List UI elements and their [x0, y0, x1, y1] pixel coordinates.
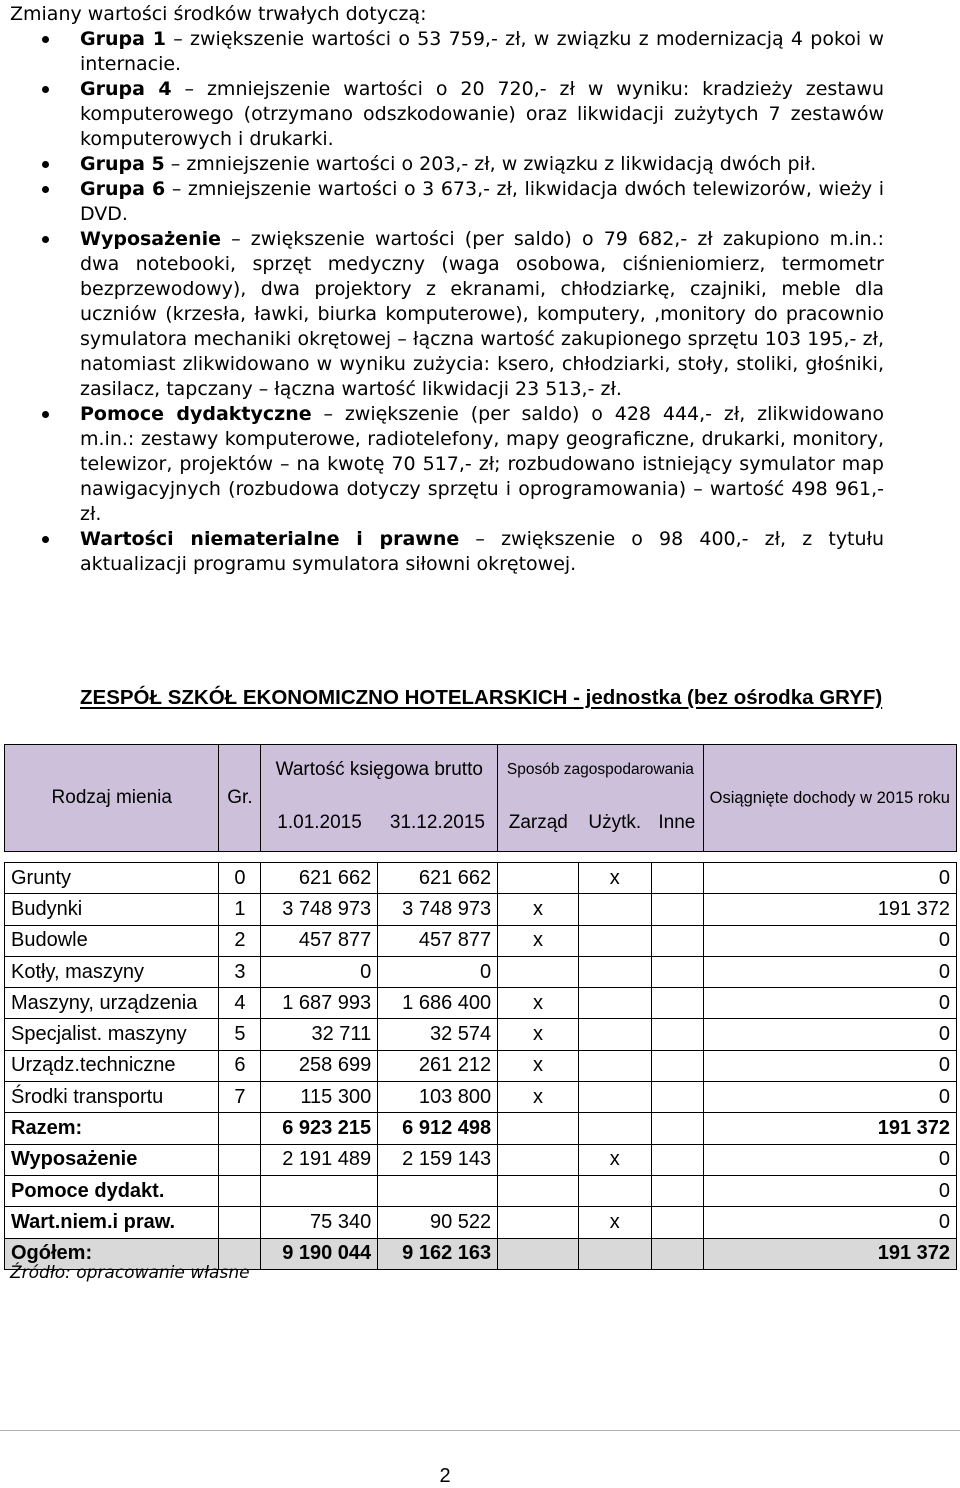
cell-wartosc-start: 621 662	[261, 863, 378, 894]
cell-wartosc-start	[261, 1175, 378, 1206]
header-spacer	[5, 852, 957, 863]
cell-gr: 2	[219, 925, 261, 956]
list-item	[0, 227, 960, 402]
cell-dochody: 0	[703, 1050, 956, 1081]
changes-list	[0, 27, 960, 577]
list-item-text: – zmniejszenie wartości o 20 720,- zł w wyniku: kradzieży zestawu komputerowego (otrzymano odszkodowanie) oraz likwidacji zużytych 7 zestawów komputerowych i drukarki.	[80, 78, 884, 150]
cell-inne	[651, 1082, 703, 1113]
cell-inne	[651, 1175, 703, 1206]
cell-uzytk	[578, 956, 651, 987]
cell-inne	[651, 1019, 703, 1050]
cell-rodzaj: Ogółem:	[5, 1238, 219, 1269]
cell-inne	[651, 1144, 703, 1175]
cell-gr: 0	[219, 863, 261, 894]
table-row	[5, 1082, 957, 1113]
cell-uzytk	[578, 1082, 651, 1113]
table-row	[5, 956, 957, 987]
list-item-text: – zwiększenie wartości (per saldo) o 79 682,- zł zakupiono m.in.: dwa notebooki, sprzęt medyczny (waga osobowa, ciśnieniomierz, termometr bezprzewodowy), dwa projektory z ekranami, chłodziarkę, czajniki, meble dla uczniów (krzesła, ławki, biurka komputerowe), komputery, ,monitory do pracownio symulatora mechaniki okrętowej – łączna wartość zakupionego sprzętu 103 195,- zł, natomiast zlikwidowano w wyniku zużycia: ksero, chłodziarki, stoły, stoliki, głośniki, zasilacz, tapczany – łączna wartość likwidacji 23 513,- zł.	[80, 228, 884, 400]
cell-wartosc-start: 115 300	[261, 1082, 378, 1113]
cell-rodzaj: Razem:	[5, 1113, 219, 1144]
cell-zarzad	[498, 956, 579, 987]
list-item-heading: Grupa 4	[80, 78, 172, 100]
cell-rodzaj: Grunty	[5, 863, 219, 894]
cell-dochody: 191 372	[703, 894, 956, 925]
list-item-heading: Wartości niematerialne i prawne	[80, 528, 460, 550]
cell-inne	[651, 863, 703, 894]
cell-uzytk	[578, 894, 651, 925]
footer-divider	[0, 1430, 960, 1431]
header-rodzaj-mienia: Rodzaj mienia	[5, 745, 219, 852]
cell-dochody: 0	[703, 1207, 956, 1238]
cell-rodzaj: Pomoce dydakt.	[5, 1175, 219, 1206]
cell-gr: 4	[219, 988, 261, 1019]
page-number: 2	[439, 1465, 451, 1487]
table-row	[5, 1144, 957, 1175]
cell-uzytk	[578, 1113, 651, 1144]
cell-wartosc-end: 457 877	[378, 925, 498, 956]
cell-rodzaj: Maszyny, urządzenia	[5, 988, 219, 1019]
list-item	[0, 77, 960, 152]
cell-wartosc-end: 90 522	[378, 1207, 498, 1238]
cell-gr: 1	[219, 894, 261, 925]
table-row	[5, 1175, 957, 1206]
cell-dochody: 191 372	[703, 1113, 956, 1144]
table-row	[5, 863, 957, 894]
cell-wartosc-start: 9 190 044	[261, 1238, 378, 1269]
cell-zarzad	[498, 1113, 579, 1144]
list-item	[0, 527, 960, 577]
cell-zarzad	[498, 863, 579, 894]
source-note: Źródło: opracowanie własne	[10, 1263, 250, 1283]
cell-wartosc-end: 621 662	[378, 863, 498, 894]
cell-wartosc-end: 103 800	[378, 1082, 498, 1113]
cell-inne	[651, 1050, 703, 1081]
cell-zarzad	[498, 1175, 579, 1206]
cell-inne	[651, 925, 703, 956]
table-row	[5, 925, 957, 956]
header-gr: Gr.	[219, 745, 261, 852]
cell-rodzaj: Wart.niem.i praw.	[5, 1207, 219, 1238]
cell-wartosc-start: 457 877	[261, 925, 378, 956]
cell-zarzad: x	[498, 925, 579, 956]
cell-inne	[651, 1238, 703, 1269]
cell-rodzaj: Środki transportu	[5, 1082, 219, 1113]
list-item	[0, 402, 960, 527]
cell-zarzad	[498, 1144, 579, 1175]
list-item-text: – zwiększenie (per saldo) o 428 444,- zł, zlikwidowano m.in.: zestawy komputerowe, radiotelefony, mapy geograficzne, drukarki, monitory, telewizor, projektów – na kwotę 70 517,- zł; rozbudowano istniejący symulator map nawigacyjnych (rozbudowa dotyczy sprzętu i oprogramowania) – wartość 498 961,- zł.	[80, 403, 884, 525]
cell-rodzaj: Kotły, maszyny	[5, 956, 219, 987]
list-item-heading: Grupa 1	[80, 28, 166, 50]
cell-wartosc-end: 6 912 498	[378, 1113, 498, 1144]
section-title: ZESPÓŁ SZKÓŁ EKONOMICZNO HOTELARSKICH - jednostka (bez ośrodka GRYF)	[80, 686, 883, 709]
cell-inne	[651, 988, 703, 1019]
cell-wartosc-start: 32 711	[261, 1019, 378, 1050]
cell-dochody: 0	[703, 925, 956, 956]
cell-wartosc-end	[378, 1175, 498, 1206]
table-row	[5, 988, 957, 1019]
cell-dochody: 0	[703, 1019, 956, 1050]
cell-gr	[219, 1144, 261, 1175]
list-item-heading: Grupa 6	[80, 178, 166, 200]
cell-inne	[651, 956, 703, 987]
header-date-start: 1.01.2015	[261, 795, 378, 852]
table-row	[5, 1113, 957, 1144]
cell-dochody: 0	[703, 1175, 956, 1206]
cell-uzytk: x	[578, 863, 651, 894]
cell-uzytk	[578, 1050, 651, 1081]
cell-wartosc-start: 75 340	[261, 1207, 378, 1238]
cell-wartosc-end: 261 212	[378, 1050, 498, 1081]
cell-wartosc-end: 2 159 143	[378, 1144, 498, 1175]
cell-uzytk: x	[578, 1207, 651, 1238]
intro-text: Zmiany wartości środków trwałych dotyczą:	[10, 3, 427, 25]
table-row	[5, 894, 957, 925]
cell-dochody: 0	[703, 988, 956, 1019]
cell-uzytk	[578, 1019, 651, 1050]
list-item-text: – zwiększenie o 98 400,- zł, z tytułu aktualizacji programu symulatora siłowni okrętowej.	[80, 528, 884, 575]
cell-rodzaj: Budowle	[5, 925, 219, 956]
cell-inne	[651, 1113, 703, 1144]
cell-inne	[651, 894, 703, 925]
cell-gr	[219, 1175, 261, 1206]
header-date-end: 31.12.2015	[378, 795, 498, 852]
list-item	[0, 177, 960, 227]
cell-wartosc-start: 3 748 973	[261, 894, 378, 925]
assets-table	[4, 744, 957, 1270]
cell-zarzad: x	[498, 988, 579, 1019]
list-item-text: – zwiększenie wartości o 53 759,- zł, w związku z modernizacją 4 pokoi w internacie.	[80, 28, 885, 75]
header-inne: Inne	[651, 795, 703, 852]
cell-dochody: 191 372	[703, 1238, 956, 1269]
cell-wartosc-end: 3 748 973	[378, 894, 498, 925]
cell-uzytk: x	[578, 1144, 651, 1175]
table-row	[5, 1050, 957, 1081]
list-item-heading: Wyposażenie	[80, 228, 221, 250]
cell-wartosc-start: 2 191 489	[261, 1144, 378, 1175]
cell-uzytk	[578, 1175, 651, 1206]
cell-gr: 5	[219, 1019, 261, 1050]
cell-zarzad: x	[498, 1082, 579, 1113]
cell-dochody: 0	[703, 1082, 956, 1113]
cell-uzytk	[578, 988, 651, 1019]
cell-gr	[219, 1113, 261, 1144]
list-item-heading: Pomoce dydaktyczne	[80, 403, 312, 425]
header-zarzad: Zarząd	[498, 795, 579, 852]
cell-wartosc-end: 9 162 163	[378, 1238, 498, 1269]
table-body	[5, 863, 957, 1270]
cell-rodzaj: Urządz.techniczne	[5, 1050, 219, 1081]
header-uzytk: Użytk.	[578, 795, 651, 852]
cell-gr	[219, 1207, 261, 1238]
cell-uzytk	[578, 925, 651, 956]
cell-uzytk	[578, 1238, 651, 1269]
header-osiagniete-dochody: Osiągnięte dochody w 2015 roku	[703, 745, 956, 852]
list-item	[0, 152, 960, 177]
cell-wartosc-start: 0	[261, 956, 378, 987]
list-item-text: – zmniejszenie wartości o 203,- zł, w związku z likwidacją dwóch pił.	[164, 153, 817, 175]
list-item-heading: Grupa 5	[80, 153, 165, 175]
cell-zarzad: x	[498, 1050, 579, 1081]
cell-rodzaj: Specjalist. maszyny	[5, 1019, 219, 1050]
cell-dochody: 0	[703, 956, 956, 987]
cell-wartosc-start: 6 923 215	[261, 1113, 378, 1144]
cell-wartosc-end: 0	[378, 956, 498, 987]
cell-rodzaj: Budynki	[5, 894, 219, 925]
table-header	[5, 745, 957, 863]
list-item-text: – zmniejszenie wartości o 3 673,- zł, likwidacja dwóch telewizorów, wieży i DVD.	[80, 178, 884, 225]
cell-dochody: 0	[703, 1144, 956, 1175]
cell-zarzad: x	[498, 894, 579, 925]
table-row	[5, 1019, 957, 1050]
header-sposob-zagospodarowania: Sposób zagospodarowania	[498, 745, 703, 795]
cell-wartosc-end: 1 686 400	[378, 988, 498, 1019]
cell-wartosc-start: 1 687 993	[261, 988, 378, 1019]
header-wartosc-ksiegowa: Wartość księgowa brutto	[261, 745, 498, 795]
table-row	[5, 1207, 957, 1238]
cell-gr: 3	[219, 956, 261, 987]
cell-gr: 6	[219, 1050, 261, 1081]
cell-wartosc-start: 258 699	[261, 1050, 378, 1081]
list-item	[0, 27, 960, 77]
cell-inne	[651, 1207, 703, 1238]
cell-zarzad: x	[498, 1019, 579, 1050]
cell-rodzaj: Wyposażenie	[5, 1144, 219, 1175]
cell-dochody: 0	[703, 863, 956, 894]
cell-gr: 7	[219, 1082, 261, 1113]
cell-zarzad	[498, 1238, 579, 1269]
cell-zarzad	[498, 1207, 579, 1238]
cell-wartosc-end: 32 574	[378, 1019, 498, 1050]
